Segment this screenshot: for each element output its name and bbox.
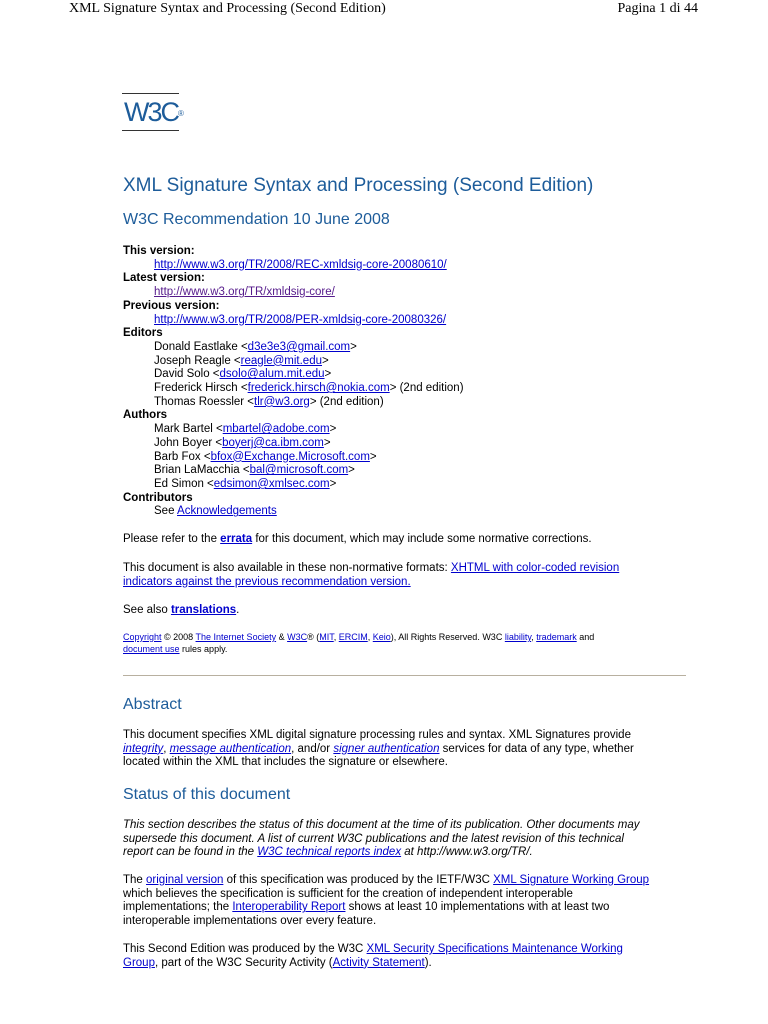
this-version-label: This version:: [123, 245, 195, 257]
document-use-link[interactable]: document use: [123, 643, 180, 654]
author-email-link[interactable]: boyerj@ca.ibm.com: [222, 436, 324, 449]
signer-authentication-link[interactable]: signer authentication: [333, 742, 440, 755]
mit-link[interactable]: MIT: [319, 632, 334, 642]
status-paragraph-3: This Second Edition was produced by the W3C XML Security Specifications Maintenance Working Group, part of the W3C Security Activity (Activity Statement).: [123, 943, 623, 969]
author-item: Barb Fox <bfox@Exchange.Microsoft.com>: [154, 450, 377, 463]
isoc-link[interactable]: The Internet Society: [195, 632, 277, 642]
abstract-paragraph: This document specifies XML digital signature processing rules and syntax. XML Signatures provide integrity, message authentication, and/or signer authentication services for data of any type, whether located within the XML that includes the signature or elsewhere.: [123, 729, 634, 769]
this-version-link[interactable]: http://www.w3.org/TR/2008/REC-xmldsig-core-20080610/: [154, 258, 447, 271]
editor-email-link[interactable]: tlr@w3.org: [254, 395, 310, 408]
liability-link[interactable]: liability: [504, 632, 532, 642]
editor-email-link[interactable]: frederick.hirsch@nokia.com: [247, 382, 390, 395]
status-heading: Status of this document: [123, 786, 291, 803]
message-authentication-link[interactable]: message authentication: [169, 742, 292, 755]
latest-version-link[interactable]: http://www.w3.org/TR/xmldsig-core/: [154, 286, 335, 299]
author-email-link[interactable]: bal@microsoft.com: [249, 464, 349, 477]
latest-version-label: Latest version:: [123, 272, 205, 285]
xml-signature-wg-link[interactable]: XML Signature Working Group: [493, 874, 650, 886]
editor-item: Joseph Reagle <reagle@mit.edu>: [154, 354, 329, 367]
w3c-logo[interactable]: [122, 93, 184, 133]
status-paragraph-1: This section describes the status of this document at the time of its publication. Other documents may supersede this document. A list of current W3C publications and the latest revision of this technical report can be found in the W3C technical reports index at http://www.w3.org/TR/.: [123, 819, 640, 859]
translations-paragraph: See also translations.: [123, 604, 240, 616]
logo-top-rule: [122, 93, 179, 94]
original-version-link[interactable]: original version: [146, 874, 224, 886]
interoperability-report-link[interactable]: Interoperability Report: [232, 901, 346, 914]
section-divider: [123, 675, 686, 676]
authors-label: Authors: [123, 409, 168, 422]
contributors-item: See Acknowledgements: [154, 505, 277, 518]
abstract-heading: Abstract: [123, 696, 182, 713]
errata-paragraph: Please refer to the errata for this document, which may include some normative corrections.: [123, 533, 592, 545]
formats-paragraph: This document is also available in these non-normative formats: XHTML with color-coded revision indicators against the previous recommendation version.: [123, 562, 620, 588]
editor-item: Thomas Roessler <tlr@w3.org> (2nd edition): [154, 395, 384, 408]
author-item: Ed Simon <edsimon@xmlsec.com>: [154, 477, 337, 490]
logo-mark: W3C®: [124, 97, 184, 127]
trademark-link[interactable]: trademark: [536, 632, 577, 642]
keio-link[interactable]: Keio: [372, 632, 391, 642]
ercim-link[interactable]: ERCIM: [338, 632, 368, 642]
document-subtitle: W3C Recommendation 10 June 2008: [123, 211, 390, 228]
editor-item: David Solo <dsolo@alum.mit.edu>: [154, 368, 332, 381]
print-header-page-number: Pagina 1 di 44: [617, 1, 698, 16]
previous-version-label: Previous version:: [123, 299, 220, 312]
copyright-link[interactable]: Copyright: [123, 632, 162, 642]
copyright-notice: Copyright © 2008 The Internet Society & W3C® (MIT, ERCIM, Keio), All Rights Reserved. W3C liability, trademark and document use rules apply.: [123, 632, 595, 654]
contributors-label: Contributors: [123, 491, 193, 504]
translations-link[interactable]: translations: [170, 604, 237, 616]
errata-link[interactable]: errata: [220, 533, 253, 545]
author-email-link[interactable]: edsimon@xmlsec.com: [213, 477, 330, 490]
document-metadata: [123, 245, 689, 519]
author-item: John Boyer <boyerj@ca.ibm.com>: [154, 436, 331, 449]
integrity-link[interactable]: integrity: [123, 742, 164, 755]
w3c-link[interactable]: W3C: [287, 632, 308, 642]
activity-statement-link[interactable]: Activity Statement: [332, 956, 425, 969]
document-title: XML Signature Syntax and Processing (Second Edition): [123, 175, 594, 196]
editor-email-link[interactable]: reagle@mit.edu: [240, 354, 322, 367]
editor-email-link[interactable]: d3e3e3@gmail.com: [247, 340, 351, 353]
author-item: Brian LaMacchia <bal@microsoft.com>: [154, 464, 355, 477]
editor-item: Donald Eastlake <d3e3e3@gmail.com>: [154, 340, 357, 353]
print-header: [0, 0, 768, 20]
author-item: Mark Bartel <mbartel@adobe.com>: [154, 423, 337, 436]
author-email-link[interactable]: mbartel@adobe.com: [222, 423, 330, 436]
author-email-link[interactable]: bfox@Exchange.Microsoft.com: [210, 450, 370, 463]
editor-item: Frederick Hirsch <frederick.hirsch@nokia.com> (2nd edition): [154, 382, 464, 395]
editor-email-link[interactable]: dsolo@alum.mit.edu: [219, 368, 325, 381]
acknowledgements-link[interactable]: Acknowledgements: [177, 505, 277, 518]
xml-security-maintenance-wg-link[interactable]: XML Security Specifications Maintenance Working Group: [123, 943, 623, 969]
previous-version-link[interactable]: http://www.w3.org/TR/2008/PER-xmldsig-core-20080326/: [154, 313, 447, 326]
xhtml-revision-link[interactable]: XHTML with color-coded revision indicators against the previous recommendation version.: [123, 562, 620, 588]
status-paragraph-2: The original version of this specification was produced by the IETF/W3C XML Signature Working Group which believes the specification is sufficient for the creation of independent interoperable implementations; the Interoperability Report shows at least 10 implementations with at least two interoperable implementations over every feature.: [123, 874, 650, 928]
logo-bottom-rule: [122, 130, 179, 131]
print-header-title: XML Signature Syntax and Processing (Second Edition): [69, 1, 386, 16]
tech-reports-index-link[interactable]: W3C technical reports index: [257, 846, 402, 859]
editors-label: Editors: [123, 327, 163, 340]
